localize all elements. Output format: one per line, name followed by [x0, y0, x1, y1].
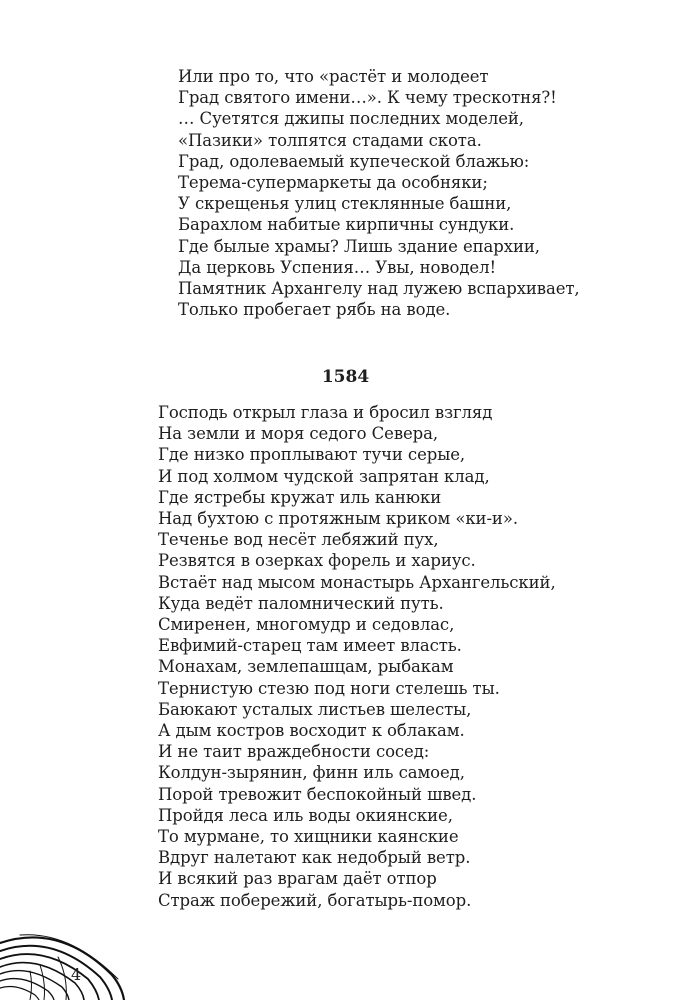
page-number: 4 — [71, 965, 82, 984]
poem-line: Страж побережий, богатырь-помор. — [158, 890, 472, 910]
poem-line: Терема-супермаркеты да особняки; — [178, 173, 488, 193]
poem-line: У скрещенья улиц стеклянные башни, — [178, 194, 512, 214]
poem-line: И не таит враждебности сосед: — [158, 742, 430, 762]
poem-line: Памятник Архангелу над лужею вспархивает, — [178, 279, 580, 299]
poem-line: Встаёт над мысом монастырь Архангельский, — [158, 572, 556, 592]
poem-line: Монахам, землепашцам, рыбакам — [158, 657, 454, 677]
poem-line: Где ястребы кружат иль канюки — [158, 487, 442, 507]
poem-line: Резвятся в озерках форель и хариус. — [158, 551, 476, 571]
poem-line: Куда ведёт паломнический путь. — [158, 593, 444, 613]
spiral-ornament-icon — [0, 905, 130, 1000]
poem-line: Колдун-зырянин, финн иль самоед, — [158, 763, 465, 783]
poem-line: То мурмане, то хищники каянские — [158, 827, 459, 847]
poem-line: Господь открыл глаза и бросил взгляд — [158, 403, 493, 422]
poem-line: Где низко проплывают тучи серые, — [158, 445, 466, 465]
poem-line: Над бухтою с протяжным криком «ки-и». — [158, 509, 518, 529]
poem-line: Пройдя леса иль воды окиянские, — [158, 805, 453, 825]
poem-line: Град, одолеваемый купеческой блажью: — [178, 151, 530, 171]
poem-line: Град святого имени…». К чему трескотня?! — [178, 88, 557, 108]
poem-line: Где былые храмы? Лишь здание епархии, — [178, 236, 540, 256]
poem-line: Вдруг налетают как недобрый ветр. — [158, 848, 471, 868]
poem-line: И всякий раз врагам даёт отпор — [158, 869, 437, 889]
poem-line: А дым костров восходит к облакам. — [158, 721, 465, 741]
poem-line: Барахлом набитые кирпичны сундуки. — [178, 215, 515, 235]
poem-line: Смиренен, многомудр и седовлас, — [158, 615, 455, 635]
poem-line: … Суетятся джипы последних моделей, — [178, 109, 524, 129]
poem-line: Тернистую стезю под ноги стелешь ты. — [158, 678, 500, 698]
poem-line: «Пазики» толпятся стадами скота. — [178, 130, 482, 150]
section-title: 1584 — [321, 367, 370, 387]
poem-line: Да церковь Успения… Увы, новодел! — [178, 257, 496, 277]
poem-line: Теченье вод несёт лебяжий пух, — [158, 530, 439, 550]
poem-line: Только пробегает рябь на воде. — [178, 300, 451, 320]
poem-line: Порой тревожит беспокойный швед. — [158, 784, 477, 804]
poem-line: Баюкают усталых листьев шелесты, — [158, 699, 472, 719]
poem-line: Или про то, что «растёт и молодеет — [178, 67, 489, 86]
poem-stanza-1 — [178, 66, 580, 320]
poem-line: На земли и моря седого Севера, — [158, 424, 439, 444]
poem-stanza-2 — [158, 402, 556, 911]
poem-line: Евфимий-старец там имеет власть. — [158, 636, 462, 656]
poem-line: И под холмом чудской запрятан клад, — [158, 466, 490, 486]
